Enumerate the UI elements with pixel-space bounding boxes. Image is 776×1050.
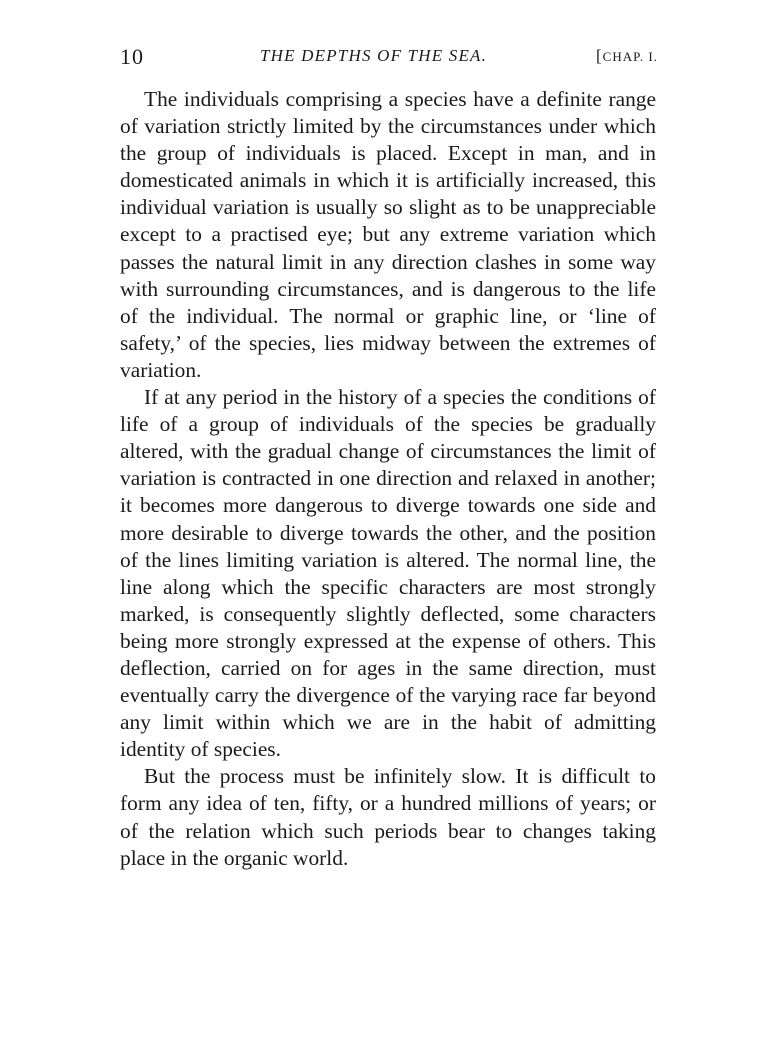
- paragraph-3: But the process must be infinitely slow. It is difficult to form any idea of ten, fifty, or a hundred millions of years; or of the relation which such periods bear to changes taking place in the organic world.: [120, 764, 656, 870]
- running-head: [120, 44, 658, 74]
- chapter-reference: [596, 46, 658, 66]
- chapter-label: CHAP. I.: [602, 49, 658, 64]
- paragraph-2: If at any period in the history of a species the conditions of life of a group of individuals of the species be gradually altered, with the gradual change of circumstances the limit of variation is contracted in one direction and relaxed in another; it becomes more dangerous to diverge towards one side and more desirable to diverge towards the other, and the position of the lines limiting variation is altered. The normal line, the line along which the specific characters are most strongly marked, is consequently slightly deflected, some characters being more strongly expressed at the expense of others. This deflection, carried on for ages in the same direction, must eventually carry the divergence of the varying race far beyond any limit within which we are in the habit of admitting identity of species.: [120, 385, 656, 762]
- page-number: 10: [120, 44, 144, 69]
- running-title: THE DEPTHS OF THE SEA.: [260, 46, 488, 65]
- body-text: [120, 86, 656, 872]
- paragraph-1: The individuals comprising a species have a definite range of variation strictly limited by the circumstances under which the group of individuals is placed. Except in man, and in domesticated animals in which it is artificially increased, this individual variation is usually so slight as to be unappreciable except to a practised eye; but any extreme variation which passes the natural limit in any direction clashes in some way with surrounding circumstances, and is dangerous to the life of the individual. The normal or graphic line, or ‘line of safety,’ of the species, lies midway between the extremes of variation.: [120, 87, 656, 382]
- chapter-bracket: [: [596, 46, 603, 65]
